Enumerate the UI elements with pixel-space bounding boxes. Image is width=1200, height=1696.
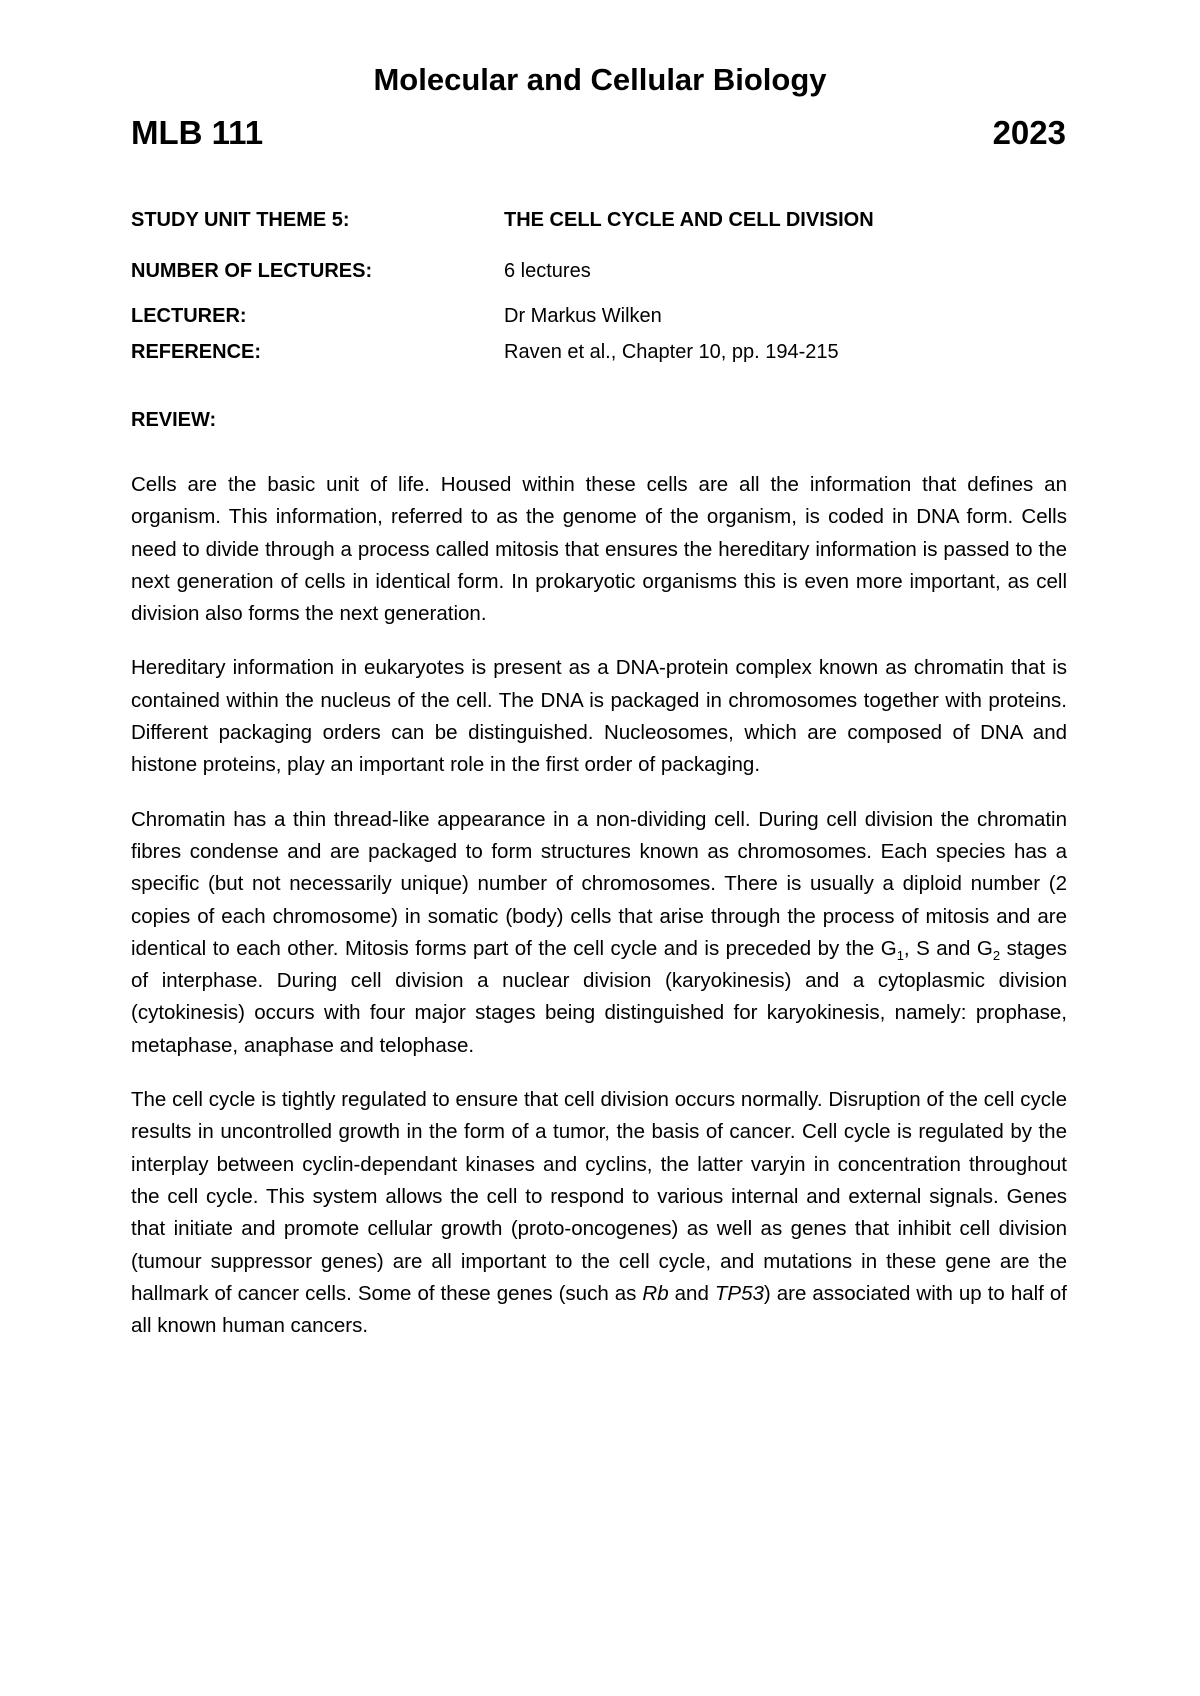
paragraph-4 bbox=[131, 1084, 1067, 1342]
reference-label: REFERENCE: bbox=[131, 341, 262, 363]
gene-tp53: TP53 bbox=[714, 1281, 764, 1305]
g2-subscript: 2 bbox=[992, 947, 1001, 963]
paragraph-4-part-a: The cell cycle is tightly regulated to ensure that cell division occurs normally. Disruption of the cell cycle results in uncontrolled growth in the form of a tumor, the basis of cancer. Cell cycle is regulated by the interplay between cyclin-dependant kinases and cyclins, the latter varyin in concentration throughout the cell cycle. This system allows the cell to respond to various internal and external signals. Genes that initiate and promote cellular growth (proto-oncogenes) as well as genes that inhibit cell division (tumour suppressor genes) are all important to the cell cycle, and mutations in these gene are the hallmark of cancer cells. Some of these genes (such as bbox=[131, 1088, 1067, 1305]
paragraph-3-part-c: stages of interphase. During cell division a nuclear division (karyokinesis) and a cytoplasmic division (cytokinesis) occurs with four major stages being distinguished for karyokinesis, namely: prophase, metaphase, anaphase and telophase. bbox=[131, 936, 1067, 1057]
reference-value: Raven et al., Chapter 10, pp. 194-215 bbox=[504, 341, 839, 363]
review-heading: REVIEW: bbox=[131, 409, 217, 431]
paragraph-3 bbox=[131, 804, 1067, 1062]
course-title: Molecular and Cellular Biology bbox=[373, 62, 827, 97]
lectures-value: 6 lectures bbox=[504, 260, 591, 282]
paragraph-3-part-b: , S and G bbox=[903, 936, 993, 960]
paragraph-2: Hereditary information in eukaryotes is present as a DNA-protein complex known as chromatin that is contained within the nucleus of the cell. The DNA is packaged in chromosomes together with proteins. Different packaging orders can be distinguished. Nucleosomes, which are composed of DNA and histone proteins, play an important role in the first order of packaging. bbox=[131, 656, 1067, 777]
lecturer-label: LECTURER: bbox=[131, 305, 247, 327]
paragraph-4-part-b: and bbox=[668, 1281, 715, 1305]
gene-rb: Rb bbox=[642, 1281, 669, 1305]
course-year: 2023 bbox=[992, 114, 1066, 151]
lecturer-value: Dr Markus Wilken bbox=[504, 305, 662, 327]
theme-value: THE CELL CYCLE AND CELL DIVISION bbox=[504, 209, 874, 231]
review-body bbox=[131, 469, 1067, 1364]
paragraph-3-part-a: Chromatin has a thin thread-like appearance in a non-dividing cell. During cell division the chromatin fibres condense and are packaged to form structures known as chromosomes. Each species has a specific (but not necessarily unique) number of chromosomes. There is usually a diploid number (2 copies of each chromosome) in somatic (body) cells that arise through the process of mitosis and are identical to each other. Mitosis forms part of the cell cycle and is preceded by the G bbox=[131, 807, 1067, 960]
theme-label: STUDY UNIT THEME 5: bbox=[131, 209, 350, 231]
g1-subscript: 1 bbox=[896, 947, 904, 963]
course-code: MLB 111 bbox=[131, 114, 264, 151]
paragraph-1: Cells are the basic unit of life. Housed within these cells are all the information that defines an organism. This information, referred to as the genome of the organism, is coded in DNA form. Cells need to divide through a process called mitosis that ensures the hereditary information is passed to the next generation of cells in identical form. In prokaryotic organisms this is even more important, as cell division also forms the next generation. bbox=[131, 473, 1067, 626]
lectures-label: NUMBER OF LECTURES: bbox=[131, 260, 373, 282]
paragraph-4-part-c: ) are associated with up to half of all known human cancers. bbox=[131, 1281, 1067, 1338]
